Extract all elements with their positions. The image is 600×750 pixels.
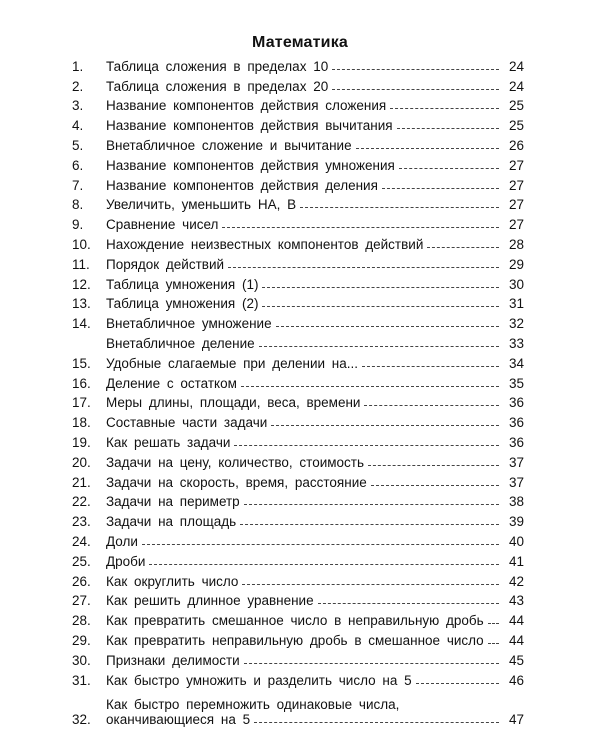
toc-entry-page-number: 39 [508, 514, 524, 530]
toc-entry-title: Задачи на периметр [106, 494, 240, 510]
toc-entry-title: Таблица умножения (2) [106, 296, 259, 312]
toc-entry-row [106, 356, 502, 371]
toc-entry-number: 28. [72, 613, 91, 629]
toc-entry-page-number: 40 [508, 533, 524, 549]
toc-entry-text [106, 435, 502, 450]
dot-leader [234, 445, 499, 446]
toc-entry-title: Как быстро умножить и разделить число на 5 [106, 672, 412, 688]
toc-entry-page-number: 37 [508, 454, 524, 470]
toc-entry-text [106, 455, 502, 470]
toc-entry-text [106, 356, 502, 371]
toc-entry-number: 19. [72, 434, 91, 450]
toc-entry-page-number: 26 [508, 137, 524, 153]
toc-entry-page-number: 46 [508, 672, 524, 688]
toc-entry-number: 15. [72, 355, 91, 371]
toc-entry-title: Название компонентов действия деления [106, 177, 378, 193]
dot-leader [276, 326, 499, 327]
toc-entry-row [106, 475, 502, 490]
toc-entry-row [106, 673, 502, 688]
toc-entry [72, 549, 524, 569]
toc-entry-page-number: 24 [508, 58, 524, 74]
toc-entry-title: Как превратить смешанное число в неправильную дробь [106, 613, 484, 629]
toc-entry [72, 74, 524, 94]
dot-leader [222, 227, 499, 228]
toc-entry-text [106, 633, 502, 648]
toc-entry-title: Дроби [106, 553, 146, 569]
toc-entry-page-number: 45 [508, 652, 524, 668]
toc-entry-page-number: 47 [508, 712, 524, 728]
toc-entry [72, 529, 524, 549]
toc-entry-row [106, 316, 502, 331]
toc-entry-row [106, 494, 502, 509]
dot-leader [364, 405, 499, 406]
toc-entry-title: Внетабличное умножение [106, 316, 272, 332]
toc-entry [72, 391, 524, 411]
toc-entry-row [106, 277, 502, 292]
toc-entry-text [106, 613, 502, 628]
dot-leader [259, 346, 499, 347]
toc-entry-page-number: 31 [508, 296, 524, 312]
toc-entry-row [106, 435, 502, 450]
toc-entry-page-number: 44 [508, 613, 524, 629]
dot-leader [149, 564, 499, 565]
toc-entry-page-number: 25 [508, 98, 524, 114]
toc-entry-text [106, 475, 502, 490]
toc-entry-text [106, 138, 502, 153]
toc-entry-text [106, 494, 502, 509]
toc-entry-page-number: 36 [508, 434, 524, 450]
toc-entry-text [106, 217, 502, 232]
toc-entry-number: 1. [72, 58, 84, 74]
toc-entry-row [106, 79, 502, 94]
toc-entry [72, 94, 524, 114]
toc-entry [72, 668, 524, 688]
toc-entry-number: 7. [72, 177, 84, 193]
dot-leader [362, 366, 499, 367]
dot-leader [371, 485, 499, 486]
dot-leader [300, 207, 499, 208]
toc-entry-text [106, 574, 502, 589]
toc-entry-text [106, 59, 502, 74]
toc-entry-row [106, 554, 502, 569]
toc-entry-title: Как быстро перемножить одинаковые числа, [106, 697, 400, 713]
toc-entry-row [106, 138, 502, 153]
toc-entry-page-number: 36 [508, 415, 524, 431]
toc-entry-title: Задачи на площадь [106, 514, 237, 530]
toc-entry-number: 24. [72, 533, 91, 549]
dot-leader [318, 603, 499, 604]
toc-entry-text [106, 514, 502, 529]
toc-entry-text [106, 118, 502, 133]
toc-entry-number: 8. [72, 197, 84, 213]
toc-entry-page-number: 34 [508, 355, 524, 371]
dot-leader [142, 544, 499, 545]
toc-entry [72, 193, 524, 213]
toc-entry-text [106, 554, 502, 569]
toc-entry [72, 589, 524, 609]
toc-entry-page-number: 38 [508, 494, 524, 510]
toc-entry-title: Признаки делимости [106, 652, 240, 668]
toc-entry [72, 311, 524, 331]
toc-entry-row [106, 455, 502, 470]
toc-entry-text [106, 98, 502, 113]
toc-entry [72, 371, 524, 391]
toc-entry-number: 16. [72, 375, 91, 391]
toc-entry-title: Таблица сложения в пределах 10 [106, 58, 329, 74]
toc-entry-row [106, 376, 502, 391]
dot-leader [244, 504, 499, 505]
toc-entry-row [106, 158, 502, 173]
toc-entry [72, 292, 524, 312]
toc-entry-text [106, 316, 502, 331]
toc-entry-row [106, 118, 502, 133]
toc-entry-number: 23. [72, 514, 91, 530]
toc-entry-number: 32. [72, 712, 91, 728]
toc-entry-text [106, 395, 502, 410]
toc-entry-row [106, 653, 502, 668]
toc-entry-number: 18. [72, 415, 91, 431]
toc-entry [72, 430, 524, 450]
toc-entry-title: Сравнение чисел [106, 217, 219, 233]
toc-entry [72, 351, 524, 371]
toc-entry-row [106, 98, 502, 113]
toc-entry-row [106, 593, 502, 608]
dot-leader [240, 524, 499, 525]
toc-entry [72, 173, 524, 193]
toc-entry-text [106, 79, 502, 94]
dot-leader [356, 148, 499, 149]
dot-leader [399, 168, 499, 169]
toc-entry-text [106, 673, 502, 688]
toc-entry-title: Таблица сложения в пределах 20 [106, 78, 329, 94]
toc-entry-number: 3. [72, 98, 84, 114]
toc-entry-title: Таблица умножения (1) [106, 276, 259, 292]
dot-leader [397, 128, 499, 129]
toc-entry-page-number: 35 [508, 375, 524, 391]
toc-entry-text [106, 376, 502, 391]
toc-entry-title-continuation: оканчивающиеся на 5 [106, 712, 251, 728]
toc-entry-number: 29. [72, 632, 91, 648]
toc-entry [72, 331, 524, 351]
toc-entry-number: 31. [72, 672, 91, 688]
toc-entry [72, 628, 524, 648]
toc-entry-text [106, 336, 502, 351]
toc-entry-title: Увеличить, уменьшить НА, В [106, 197, 297, 213]
toc-entry-number: 14. [72, 316, 91, 332]
toc-entry [72, 509, 524, 529]
toc-entry [72, 212, 524, 232]
toc-entry-number: 21. [72, 474, 91, 490]
toc-entry-row [106, 534, 502, 549]
toc-entry-row [106, 415, 502, 430]
toc-entry-text [106, 197, 502, 212]
toc-entry-number: 4. [72, 118, 84, 134]
toc-entry-row [106, 59, 502, 74]
table-of-contents [72, 54, 524, 727]
toc-entry-page-number: 33 [508, 335, 524, 351]
toc-entry [72, 450, 524, 470]
toc-entry [72, 113, 524, 133]
toc-entry-text [106, 697, 502, 727]
toc-entry [72, 470, 524, 490]
toc-entry [72, 272, 524, 292]
toc-entry-title: Деление с остатком [106, 375, 237, 391]
toc-entry-page-number: 29 [508, 256, 524, 272]
toc-entry [72, 608, 524, 628]
dot-leader [271, 425, 499, 426]
dot-leader [416, 683, 499, 684]
toc-entry-number: 2. [72, 78, 84, 94]
toc-entry-text [106, 178, 502, 193]
toc-entry-page-number: 42 [508, 573, 524, 589]
toc-entry-text [106, 593, 502, 608]
toc-entry-text [106, 237, 502, 252]
toc-entry [72, 490, 524, 510]
toc-entry-page-number: 25 [508, 118, 524, 134]
toc-entry-title: Доли [106, 533, 138, 549]
toc-entry-page-number: 24 [508, 78, 524, 94]
toc-entry-text [106, 415, 502, 430]
dot-leader [488, 643, 499, 644]
dot-leader [254, 722, 499, 723]
toc-entry-page-number: 44 [508, 632, 524, 648]
toc-entry [72, 688, 524, 728]
toc-entry-title: Порядок действий [106, 256, 225, 272]
toc-entry-row [106, 514, 502, 529]
toc-entry-title: Внетабличное сложение и вычитание [106, 137, 352, 153]
toc-entry [72, 133, 524, 153]
toc-entry-number: 17. [72, 395, 91, 411]
toc-entry-number: 6. [72, 157, 84, 173]
toc-entry-text [106, 653, 502, 668]
toc-entry-title: Внетабличное деление [106, 335, 255, 351]
toc-entry-title: Как решать задачи [106, 434, 231, 450]
toc-entry-title: Название компонентов действия вычитания [106, 118, 393, 134]
toc-entry-number: 5. [72, 137, 84, 153]
toc-entry [72, 648, 524, 668]
toc-entry-title: Как округлить число [106, 573, 239, 589]
toc-entry-number: 13. [72, 296, 91, 312]
toc-entry-page-number: 37 [508, 474, 524, 490]
toc-entry-row [106, 395, 502, 410]
toc-entry-row [106, 574, 502, 589]
toc-entry-title: Задачи на скорость, время, расстояние [106, 474, 367, 490]
toc-entry-text [106, 534, 502, 549]
toc-entry-title: Удобные слагаемые при делении на... [106, 355, 359, 371]
toc-entry-page-number: 41 [508, 553, 524, 569]
toc-entry-page-number: 27 [508, 157, 524, 173]
toc-entry-title: Задачи на цену, количество, стоимость [106, 454, 365, 470]
toc-entry-page-number: 27 [508, 217, 524, 233]
toc-entry [72, 153, 524, 173]
toc-entry-number: 12. [72, 276, 91, 292]
toc-entry-page-number: 28 [508, 236, 524, 252]
toc-entry-number: 25. [72, 553, 91, 569]
toc-entry-page-number: 43 [508, 593, 524, 609]
toc-entry-row [106, 613, 502, 628]
dot-leader [488, 623, 499, 624]
toc-entry-row [106, 336, 502, 351]
toc-entry-title: Составные части задачи [106, 415, 268, 431]
toc-entry-title: Как решить длинное уравнение [106, 593, 314, 609]
toc-entry-page-number: 36 [508, 395, 524, 411]
toc-entry-number: 22. [72, 494, 91, 510]
toc-entry-row [106, 712, 502, 727]
toc-entry-title: Название компонентов действия сложения [106, 98, 387, 114]
toc-entry-row [106, 633, 502, 648]
toc-entry-number: 9. [72, 217, 84, 233]
toc-entry-number: 30. [72, 652, 91, 668]
toc-entry-text [106, 277, 502, 292]
toc-entry [72, 252, 524, 272]
toc-entry-number: 27. [72, 593, 91, 609]
toc-entry-title: Меры длины, площади, веса, времени [106, 395, 361, 411]
toc-entry-text [106, 257, 502, 272]
dot-leader [382, 188, 499, 189]
toc-entry-page-number: 27 [508, 177, 524, 193]
dot-leader [332, 69, 499, 70]
dot-leader [427, 247, 499, 248]
toc-entry-number: 26. [72, 573, 91, 589]
toc-entry-page-number: 30 [508, 276, 524, 292]
toc-entry [72, 54, 524, 74]
toc-entry-row [106, 178, 502, 193]
toc-entry-title: Нахождение неизвестных компонентов действий [106, 236, 424, 252]
toc-entry-text [106, 296, 502, 311]
toc-entry-title: Как превратить неправильную дробь в смешанное число [106, 632, 484, 648]
toc-entry-number: 11. [72, 256, 90, 272]
toc-entry-number: 20. [72, 454, 91, 470]
toc-entry-row [106, 296, 502, 311]
toc-entry-row [106, 217, 502, 232]
toc-entry-page-number: 32 [508, 316, 524, 332]
toc-entry-title: Название компонентов действия умножения [106, 157, 395, 173]
toc-entry [72, 232, 524, 252]
toc-entry [72, 569, 524, 589]
dot-leader [262, 306, 499, 307]
dot-leader [368, 465, 499, 466]
toc-entry-number: 10. [72, 236, 91, 252]
toc-entry [72, 410, 524, 430]
dot-leader [390, 108, 499, 109]
dot-leader [228, 267, 499, 268]
toc-entry-row [106, 237, 502, 252]
toc-entry-row [106, 257, 502, 272]
dot-leader [242, 584, 499, 585]
page-title: Математика [251, 34, 349, 51]
toc-entry-page-number: 27 [508, 197, 524, 213]
dot-leader [244, 663, 499, 664]
toc-entry-text [106, 158, 502, 173]
dot-leader [332, 89, 499, 90]
dot-leader [241, 386, 499, 387]
dot-leader [262, 287, 499, 288]
toc-entry-row [106, 197, 502, 212]
